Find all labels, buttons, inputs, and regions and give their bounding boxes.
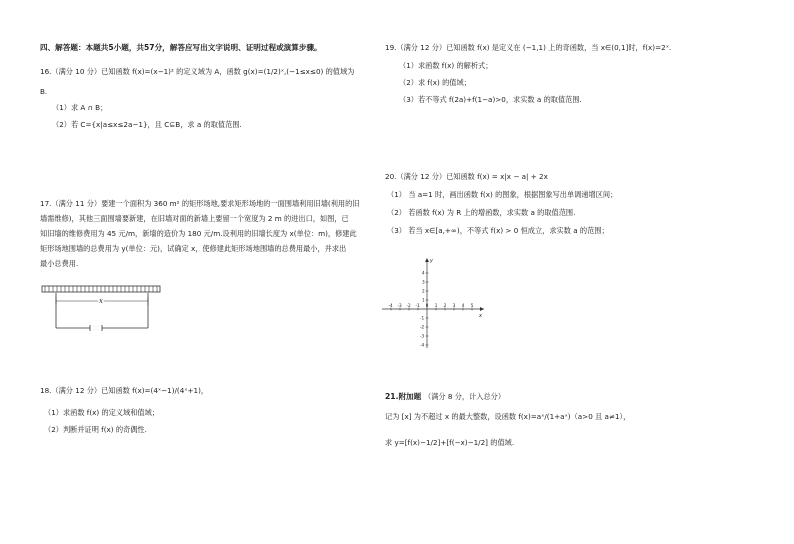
q17-line-3: 知旧墙的维修费用为 45 元/m，新墙的造价为 180 元/m.设利用的旧墙长度为 x(单位：m)，修建此 <box>40 229 357 238</box>
section-header: 四、解答题：本题共5小题，共57分，解答应写出文字说明、证明过程或演算步骤。 <box>40 43 322 52</box>
y-tick-label: 4 <box>422 270 425 276</box>
q19-part3: （3）若不等式 f(2a)+f(1−a)>0，求实数 a 的取值范围. <box>399 95 582 104</box>
q19-stem: 19.（满分 12 分）已知函数 f(x) 是定义在 (−1,1) 上的奇函数，当 x∈(0,1]时，f(x)=2ˣ. <box>385 43 672 52</box>
q17-line-5: 最小总费用. <box>40 259 79 268</box>
q19-part2: （2）求 f(x) 的值域； <box>399 78 471 87</box>
q18-stem: 18.（满分 12 分）已知函数 f(x)=(4ˣ−1)/(4ˣ+1)， <box>40 386 209 395</box>
q16-stem: 16.（满分 10 分）已知函数 f(x)=(x−1)² 的定义域为 A，函数 g(x)=(1/2)ˣ,(−1≤x≤0) 的值域为 <box>40 67 355 76</box>
q20-part1: （1） 当 a=1 时，画出函数 f(x) 的图象，根据图象写出单调递增区间； <box>387 190 618 199</box>
q21-title: 21.附加题 <box>385 392 422 401</box>
q21-title-note: （满分 8 分，计入总分） <box>424 392 506 401</box>
x-tick-label: -4 <box>388 303 393 308</box>
x-tick-label: -3 <box>397 303 402 308</box>
y-tick-label: 1 <box>422 297 425 303</box>
q21-line2: 求 y=[f(x)−1/2]+[f(−x)−1/2] 的值域. <box>385 438 515 447</box>
y-tick-label: -3 <box>420 333 425 339</box>
y-tick-label: -2 <box>420 324 425 330</box>
q21-line1: 记为 [x] 为不超过 x 的最大整数，设函数 f(x)=aˣ/(1+aˣ)（a>0 且 a≠1）， <box>385 412 631 421</box>
q18-part1: （1）求函数 f(x) 的定义域和值域； <box>44 408 159 417</box>
x-tick-label: 3 <box>452 303 456 308</box>
x-tick-label: 2 <box>443 303 447 308</box>
q19-part1: （1）求函数 f(x) 的解析式； <box>399 61 493 70</box>
q17-line-4: 矩形场地围墙的总费用为 y(单位：元)，试确定 x，使修建此矩形场地围墙的总费用最小，并求出 <box>40 244 347 253</box>
y-axis-label: y <box>430 258 433 264</box>
x-axis-label: x <box>479 313 482 319</box>
q17-field-diagram <box>40 283 170 338</box>
y-tick-label: 3 <box>422 279 425 285</box>
q20-part2: （2） 若函数 f(x) 为 R 上的增函数，求实数 a 的取值范围. <box>387 208 576 217</box>
q20-part3: （3） 若当 x∈[a,+∞)，不等式 f(x) > 0 恒成立，求实数 a 的范围； <box>387 226 609 235</box>
x-tick-label: 0 <box>425 303 429 308</box>
x-tick-label: 1 <box>434 303 438 308</box>
x-tick-label: -1 <box>415 303 420 308</box>
q16-part2: （2）若 C={x|a≤x≤2a−1}，且 C⊆B，求 a 的取值范围. <box>52 120 242 129</box>
x-tick-label: 4 <box>461 303 465 308</box>
q20-coordinate-graph <box>380 256 490 352</box>
x-tick-label: -2 <box>406 303 411 308</box>
q16-stem-cont: B. <box>40 87 48 96</box>
q20-stem: 20.（满分 12 分）已知函数 f(x) = x|x − a| + 2x <box>385 172 548 181</box>
q16-part1: （1）求 A ∩ B； <box>52 103 108 112</box>
q18-part2: （2）判断并证明 f(x) 的奇偶性. <box>44 425 147 434</box>
y-tick-label: 2 <box>422 288 425 294</box>
y-tick-label: -1 <box>420 315 425 321</box>
q17-line-1: 17.（满分 11 分）要建一个面积为 360 m² 的矩形场地,要求矩形场地的一面围墙利用旧墙(利用的旧 <box>40 199 360 208</box>
y-tick-label: -4 <box>420 342 425 348</box>
x-tick-label: 5 <box>470 303 474 308</box>
old-wall-hatch <box>42 286 160 292</box>
x-dimension-label: x <box>99 297 103 305</box>
q17-line-2: 墙需维修)，其他三面围墙要新建，在旧墙对面的新墙上要留一个宽度为 2 m 的进出口，如图，已 <box>40 214 349 223</box>
